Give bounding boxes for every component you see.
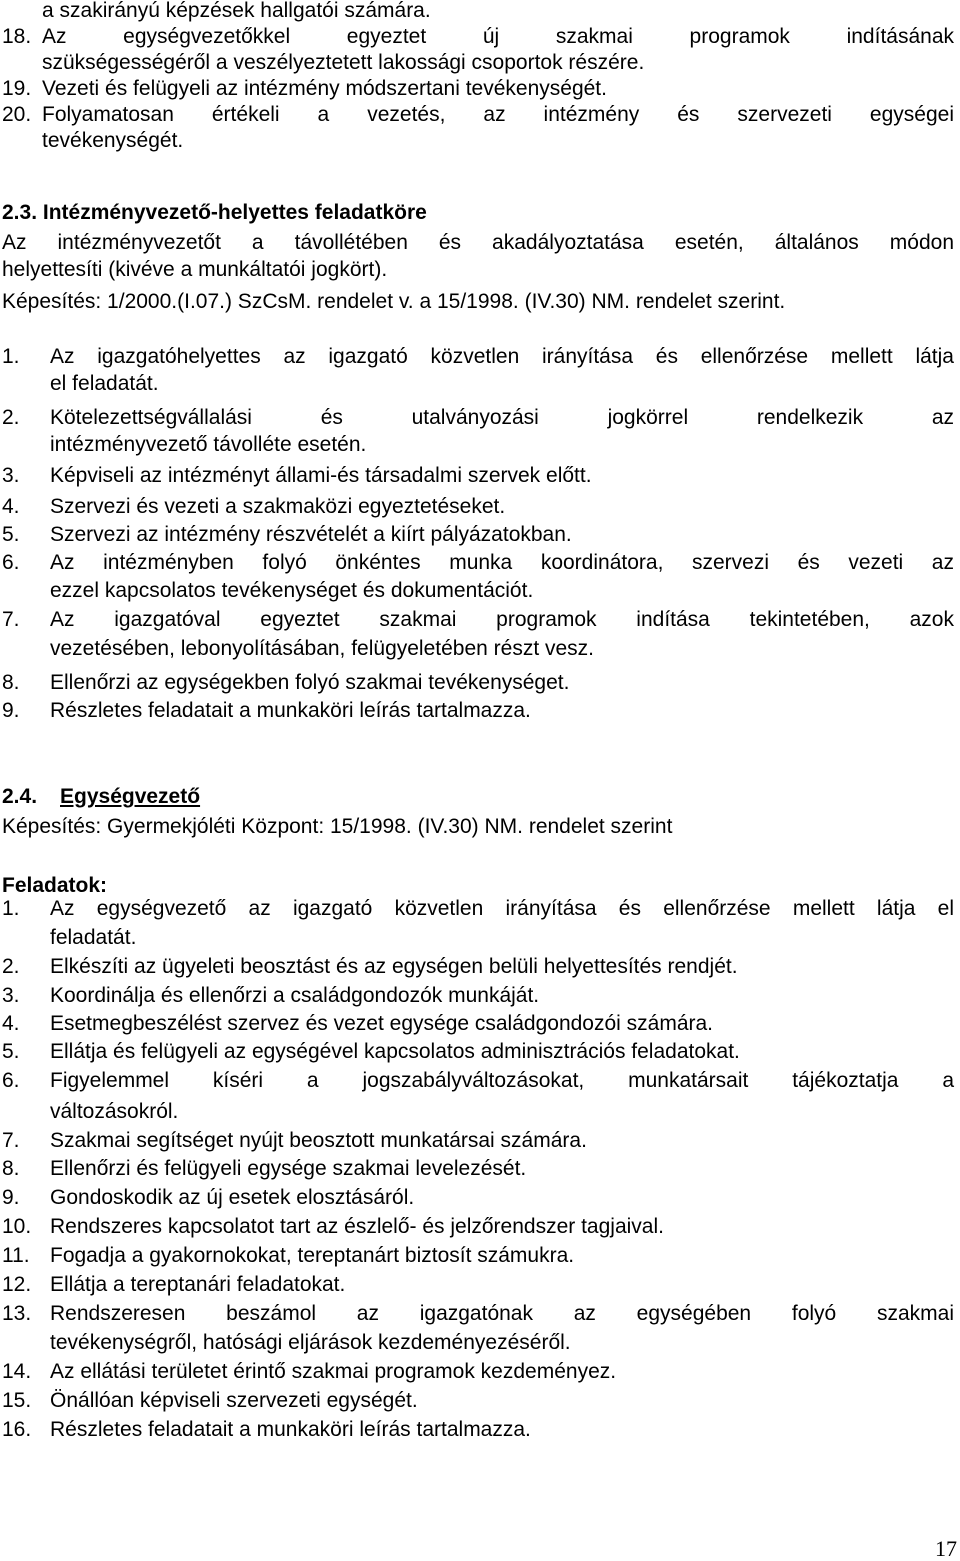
list-text: szükségességéről a veszélyeztetett lakossági csoportok részére. bbox=[42, 51, 645, 74]
list-text: feladatát. bbox=[50, 926, 137, 949]
list-text: Figyelemmel kíséri a jogszabályváltozásokat, munkatársait tájékoztatja a bbox=[50, 1069, 954, 1092]
list-text: Szervezi az intézmény részvételét a kiírt pályázatokban. bbox=[50, 523, 572, 546]
list-text: Az egységvezető az igazgató közvetlen irányítása és ellenőrzése mellett látja el bbox=[50, 897, 954, 920]
list-number: 3. bbox=[2, 464, 20, 487]
intro-text: helyettesíti (kivéve a munkáltatói jogkört). bbox=[2, 258, 388, 281]
list-text: Kötelezettségvállalási és utalványozási jogkörrel rendelkezik az bbox=[50, 406, 954, 429]
list-number: 8. bbox=[2, 671, 20, 694]
list-number: 12. bbox=[2, 1273, 32, 1296]
list-number: 6. bbox=[2, 1069, 20, 1092]
list-text: intézményvezető távolléte esetén. bbox=[50, 433, 367, 456]
list-number: 1. bbox=[2, 897, 20, 920]
list-text: Az igazgatóval egyeztet szakmai programok indítása tekintetében, azok bbox=[50, 608, 954, 631]
list-number: 5. bbox=[2, 523, 20, 546]
list-text: Szervezi és vezeti a szakmaközi egyeztetéseket. bbox=[50, 495, 506, 518]
list-number: 1. bbox=[2, 345, 20, 368]
list-text: Rendszeresen beszámol az igazgatónak az egységében folyó szakmai bbox=[50, 1302, 954, 1325]
list-text: Ellenőrzi az egységekben folyó szakmai tevékenységet. bbox=[50, 671, 570, 694]
list-text: Részletes feladatait a munkaköri leírás tartalmazza. bbox=[50, 699, 531, 722]
qualification-text: Képesítés: 1/2000.(I.07.) SzCsM. rendelet v. a 15/1998. (IV.30) NM. rendelet szerint. bbox=[2, 290, 786, 313]
list-text: ezzel kapcsolatos tevékenységet és dokumentációt. bbox=[50, 579, 534, 602]
list-text: el feladatát. bbox=[50, 372, 159, 395]
list-text: Fogadja a gyakornokokat, tereptanárt biztosít számukra. bbox=[50, 1244, 575, 1267]
list-text: Részletes feladatait a munkaköri leírás tartalmazza. bbox=[50, 1418, 531, 1441]
list-text: Rendszeres kapcsolatot tart az észlelő- és jelzőrendszer tagjaival. bbox=[50, 1215, 664, 1238]
list-number: 6. bbox=[2, 551, 20, 574]
list-text: Önállóan képviseli szervezeti egységét. bbox=[50, 1389, 418, 1412]
list-text: Szakmai segítséget nyújt beosztott munkatársai számára. bbox=[50, 1129, 587, 1152]
list-number: 2. bbox=[2, 406, 20, 429]
list-text: Esetmegbeszélést szervez és vezet egysége családgondozói számára. bbox=[50, 1012, 714, 1035]
list-number: 13. bbox=[2, 1302, 32, 1325]
list-text: Az egységvezetőkkel egyeztet új szakmai programok indításának bbox=[42, 25, 954, 48]
list-text: Az ellátási területet érintő szakmai programok kezdeményez. bbox=[50, 1360, 617, 1383]
list-number: 3. bbox=[2, 984, 20, 1007]
list-number: 10. bbox=[2, 1215, 32, 1238]
heading-2-4-title: Egységvezető bbox=[60, 785, 201, 808]
list-text: Az intézményben folyó önkéntes munka koordinátora, szervezi és vezeti az bbox=[50, 551, 954, 574]
list-text: Az igazgatóhelyettes az igazgató közvetlen irányítása és ellenőrzése mellett látja bbox=[50, 345, 954, 368]
list-text: Elkészíti az ügyeleti beosztást és az egységen belüli helyettesítés rendjét. bbox=[50, 955, 738, 978]
list-text: vezetésében, lebonyolításában, felügyeletében részt vesz. bbox=[50, 637, 595, 660]
tasks-label: Feladatok: bbox=[2, 874, 108, 897]
list-text: Képviseli az intézményt állami-és társadalmi szervek előtt. bbox=[50, 464, 592, 487]
list-number: 15. bbox=[2, 1389, 32, 1412]
list-text: tevékenységét. bbox=[42, 129, 184, 152]
list-number: 20. bbox=[2, 103, 32, 126]
list-number: 4. bbox=[2, 495, 20, 518]
list-number: 8. bbox=[2, 1157, 20, 1180]
list-text: változásokról. bbox=[50, 1100, 179, 1123]
heading-2-4-number: 2.4. bbox=[2, 785, 38, 808]
list-number: 11. bbox=[2, 1244, 30, 1267]
list-text: a szakirányú képzések hallgatói számára. bbox=[42, 0, 431, 22]
list-text: Ellátja a tereptanári feladatokat. bbox=[50, 1273, 346, 1296]
list-text: Folyamatosan értékeli a vezetés, az intézmény és szervezeti egységei bbox=[42, 103, 954, 126]
intro-text: Az intézményvezetőt a távollétében és akadályoztatása esetén, általános módon bbox=[2, 231, 954, 254]
list-text: tevékenységről, hatósági eljárások kezdeményezéséről. bbox=[50, 1331, 571, 1354]
heading-2-3: 2.3. Intézményvezető-helyettes feladatköre bbox=[2, 201, 427, 224]
list-number: 7. bbox=[2, 1129, 20, 1152]
list-text: Koordinálja és ellenőrzi a családgondozók munkáját. bbox=[50, 984, 540, 1007]
list-number: 4. bbox=[2, 1012, 20, 1035]
list-text: Vezeti és felügyeli az intézmény módszertani tevékenységét. bbox=[42, 77, 607, 100]
list-number: 19. bbox=[2, 77, 32, 100]
list-number: 5. bbox=[2, 1040, 20, 1063]
list-number: 7. bbox=[2, 608, 20, 631]
list-number: 18. bbox=[2, 25, 32, 48]
list-number: 9. bbox=[2, 1186, 20, 1209]
qualification-text: Képesítés: Gyermekjóléti Központ: 15/1998. (IV.30) NM. rendelet szerint bbox=[2, 815, 673, 838]
list-text: Ellátja és felügyeli az egységével kapcsolatos adminisztrációs feladatokat. bbox=[50, 1040, 740, 1063]
list-text: Ellenőrzi és felügyeli egysége szakmai levelezését. bbox=[50, 1157, 527, 1180]
list-number: 14. bbox=[2, 1360, 32, 1383]
list-number: 2. bbox=[2, 955, 20, 978]
list-number: 16. bbox=[2, 1418, 32, 1441]
list-text: Gondoskodik az új esetek elosztásáról. bbox=[50, 1186, 415, 1209]
list-number: 9. bbox=[2, 699, 20, 722]
page-number: 17 bbox=[935, 1536, 957, 1561]
